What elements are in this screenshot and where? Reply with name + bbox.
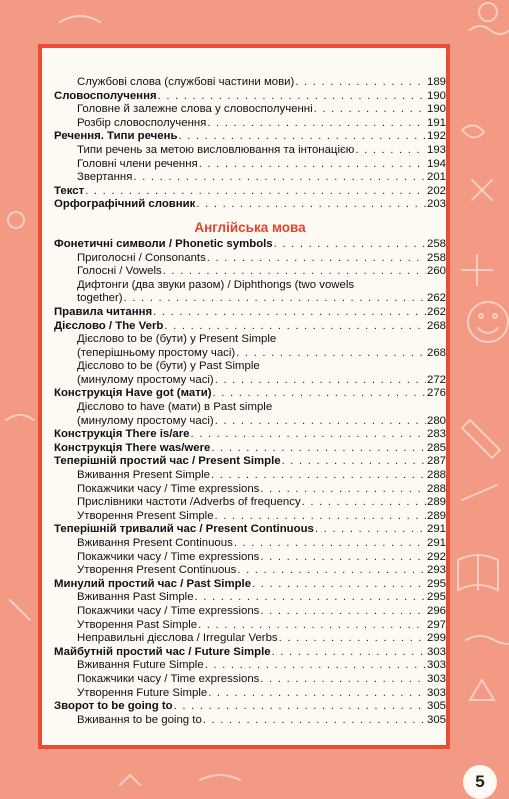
toc-entry-page: 288 <box>426 482 446 495</box>
dot-leader <box>207 252 426 266</box>
toc-entry <box>54 632 446 646</box>
toc-entry-page: 295 <box>426 577 446 590</box>
toc-entry-page: 268 <box>426 319 446 332</box>
toc-entry-page: 296 <box>426 604 446 617</box>
toc-entry-title: (минулому простому часі) <box>77 414 214 427</box>
dot-leader <box>215 510 426 524</box>
dot-leader <box>207 117 426 131</box>
toc-entry-page: 283 <box>426 428 446 441</box>
dot-leader <box>164 320 426 334</box>
toc-entry-page: 262 <box>426 292 446 305</box>
toc-entry-title: Теперішній тривалий час / Present Continuous <box>54 523 314 536</box>
toc-entry-title: Дифтонги (два звуки разом) / Diphthongs (two vowels <box>77 278 355 291</box>
dot-leader <box>133 171 426 185</box>
toc-entry-title: Головне й залежне слова у словосполученні <box>77 103 313 116</box>
toc-entry <box>54 700 446 714</box>
toc-entry <box>54 619 446 633</box>
toc-entry-page: 258 <box>426 251 446 264</box>
dot-leader <box>302 496 426 510</box>
dot-leader <box>252 578 426 592</box>
dot-leader <box>174 700 426 714</box>
dot-leader <box>163 265 426 279</box>
toc-entry-page: 191 <box>426 116 446 129</box>
toc-entry-title: Вживання to be going to <box>77 713 202 726</box>
toc-entry <box>54 320 446 334</box>
toc-entry <box>54 238 446 252</box>
toc-entry <box>54 551 446 565</box>
toc-entry-page: 291 <box>426 523 446 536</box>
toc-entry-title: Типи речень за метою висловлювання та інтонацією <box>77 143 355 156</box>
toc-entry-page: 305 <box>426 713 446 726</box>
toc-entry-page: 295 <box>426 591 446 604</box>
toc-entry-title: Орфографічний словник <box>54 198 196 211</box>
toc-entry-page: 293 <box>426 564 446 577</box>
toc-entry <box>54 442 446 456</box>
toc-entry-page: 202 <box>426 184 446 197</box>
toc-entry-title: Конструкція There was/were <box>54 441 211 454</box>
toc-entry <box>54 279 446 293</box>
toc-entry-page: 276 <box>426 387 446 400</box>
toc-entry <box>54 673 446 687</box>
dot-leader <box>198 619 426 633</box>
toc-entry-page: 262 <box>426 305 446 318</box>
toc-entry-title: Правила читання <box>54 305 153 318</box>
toc-entry <box>54 537 446 551</box>
section-title-english: Англійська мова <box>194 219 306 235</box>
toc-entry-title: Головні члени речення <box>77 157 198 170</box>
toc-entry <box>54 401 446 415</box>
toc-entry <box>54 591 446 605</box>
toc-entry <box>54 90 446 104</box>
toc-entry <box>54 428 446 442</box>
dot-leader <box>199 158 426 172</box>
toc-entry-title: Голосні / Vowels <box>77 265 162 278</box>
toc-entry-title: Утворення Present Simple <box>77 509 214 522</box>
toc-entry-title: Прислівники частоти /Adverbs of frequency <box>77 496 301 509</box>
toc-entry-title: Приголосні / Consonants <box>77 251 206 264</box>
toc-entry <box>54 687 446 701</box>
toc-entry <box>54 659 446 673</box>
toc-entry <box>54 144 446 158</box>
toc-entry-page: 268 <box>426 346 446 359</box>
dot-leader <box>158 90 426 104</box>
toc-entry <box>54 333 446 347</box>
dot-leader <box>260 605 426 619</box>
dot-leader <box>314 103 426 117</box>
dot-leader <box>196 198 426 212</box>
dot-leader <box>153 306 426 320</box>
toc-entry <box>54 76 446 90</box>
toc-entry <box>54 387 446 401</box>
toc-entry-title: Розбір словосполучення <box>77 116 207 129</box>
toc-entry-page: 287 <box>426 455 446 468</box>
dot-leader <box>355 144 426 158</box>
dot-leader <box>237 564 426 578</box>
toc-entry-title: Вживання Present Continuous <box>77 537 233 549</box>
toc-entry-page: 303 <box>426 686 446 699</box>
toc-entry <box>54 158 446 172</box>
dot-leader <box>190 428 426 442</box>
toc-entry-page: 190 <box>426 89 446 102</box>
toc-entry-page: 203 <box>426 198 446 211</box>
toc-entry <box>54 415 446 429</box>
toc-entry-page: 192 <box>426 130 446 143</box>
toc-entry-title: Службові слова (службові частини мови) <box>77 76 295 88</box>
toc-entry <box>54 130 446 144</box>
toc-entry-page: 201 <box>426 171 446 184</box>
toc-entry-page: 272 <box>426 373 446 386</box>
toc-entry <box>54 347 446 361</box>
toc-entry-page: 297 <box>426 618 446 631</box>
toc-entry-page: 305 <box>426 700 446 713</box>
toc-entry-page: 193 <box>426 143 446 156</box>
toc-entry-page: 289 <box>426 496 446 509</box>
toc-entry-title: Теперішній простий час / Present Simple <box>54 455 281 468</box>
dot-leader <box>279 632 426 646</box>
dot-leader <box>211 442 426 456</box>
dot-leader <box>178 130 426 144</box>
toc-entry <box>54 198 446 212</box>
toc-entry-title: Покажчики часу / Time expressions <box>77 482 260 495</box>
dot-leader <box>215 415 426 429</box>
dot-leader <box>260 551 426 565</box>
toc-entry-title: Конструкція There is/are <box>54 428 190 441</box>
toc-entry-title: Зворот to be going to <box>54 700 173 713</box>
toc-entry-page: 292 <box>426 550 446 563</box>
toc-entry <box>54 469 446 483</box>
toc-entry-title: Дієслово to be (бути) у Present Simple <box>77 333 277 346</box>
dot-leader <box>208 687 426 701</box>
dot-leader <box>295 76 426 90</box>
dot-leader <box>85 185 426 199</box>
toc-entry-title: Покажчики часу / Time expressions <box>77 604 260 617</box>
dot-leader <box>195 591 426 605</box>
toc-entry-title: Словосполучення <box>54 89 157 102</box>
toc-entry <box>54 646 446 660</box>
toc-entry-title: Утворення Present Continuous <box>77 564 237 577</box>
toc-entry-title: Покажчики часу / Time expressions <box>77 550 260 563</box>
dot-leader <box>234 537 426 551</box>
toc-entry-title: Звертання <box>77 171 133 184</box>
toc-entry <box>54 483 446 497</box>
toc-entry <box>54 185 446 199</box>
toc-entry <box>54 455 446 469</box>
toc-entry <box>54 306 446 320</box>
toc-entry-title: Фонетичні символи / Phonetic symbols <box>54 237 273 250</box>
toc-entry-page: 289 <box>426 509 446 522</box>
toc-entry-page: 190 <box>426 103 446 116</box>
toc-entry <box>54 564 446 578</box>
toc-entry <box>54 714 446 728</box>
toc-entry-title: Утворення Past Simple <box>77 618 198 631</box>
toc-entry-page: 189 <box>426 76 446 88</box>
toc-entry <box>54 360 446 374</box>
toc-entry-page: 303 <box>426 659 446 672</box>
toc-entry <box>54 510 446 524</box>
table-of-contents-panel <box>38 44 450 749</box>
toc-entry-page: 194 <box>426 157 446 170</box>
toc-entry <box>54 171 446 185</box>
toc-entry <box>54 103 446 117</box>
toc-entry <box>54 265 446 279</box>
toc-entry-page: 285 <box>426 441 446 454</box>
toc-entry-title: Покажчики часу / Time expressions <box>77 672 260 685</box>
toc-entry-title: (минулому простому часі) <box>77 373 214 386</box>
toc-entry <box>54 523 446 537</box>
dot-leader <box>213 387 426 401</box>
toc-entry <box>54 292 446 306</box>
toc-entry-page: 260 <box>426 265 446 278</box>
toc-entry-title: Дієслово to have (мати) в Past simple <box>77 401 273 414</box>
table-of-contents <box>54 76 446 727</box>
dot-leader <box>315 523 426 537</box>
toc-entry-page: 288 <box>426 469 446 482</box>
toc-entry-title: Вживання Past Simple <box>77 591 194 604</box>
toc-entry <box>54 117 446 131</box>
toc-entry-title: together) <box>77 292 123 305</box>
dot-leader <box>205 659 426 673</box>
toc-ukrainian-section <box>54 76 446 212</box>
toc-entry-title: Неправильні дієслова / Irregular Verbs <box>77 632 278 645</box>
toc-entry-title: (теперішньому простому часі) <box>77 346 236 359</box>
toc-entry-title: Дієслово to be (бути) у Past Simple <box>77 360 260 373</box>
dot-leader <box>203 714 426 728</box>
dot-leader <box>215 374 426 388</box>
dot-leader <box>272 646 426 660</box>
dot-leader <box>260 483 426 497</box>
toc-entry-title: Речення. Типи речень <box>54 130 178 143</box>
toc-entry-title: Минулий простий час / Past Simple <box>54 577 252 590</box>
toc-entry-title: Вживання Present Simple <box>77 469 210 482</box>
dot-leader <box>282 455 426 469</box>
dot-leader <box>260 673 426 687</box>
toc-entry-title: Конструкція Have got (мати) <box>54 387 212 400</box>
toc-entry-page: 299 <box>426 632 446 645</box>
dot-leader <box>211 469 426 483</box>
dot-leader <box>274 238 426 252</box>
toc-entry <box>54 252 446 266</box>
toc-entry-page: 303 <box>426 672 446 685</box>
toc-entry <box>54 374 446 388</box>
toc-entry-title: Утворення Future Simple <box>77 686 208 699</box>
toc-entry <box>54 578 446 592</box>
toc-entry-title: Майбутній простий час / Future Simple <box>54 645 271 658</box>
toc-entry-page: 280 <box>426 414 446 427</box>
toc-entry <box>54 496 446 510</box>
toc-entry-title: Текст <box>54 184 85 197</box>
toc-entry-page: 303 <box>426 645 446 658</box>
dot-leader <box>236 347 426 361</box>
toc-entry-page: 258 <box>426 237 446 250</box>
page-number: 5 <box>463 765 497 799</box>
toc-english-section <box>54 238 446 727</box>
dot-leader <box>124 292 426 306</box>
toc-entry-title: Дієслово / The Verb <box>54 319 164 332</box>
toc-entry <box>54 605 446 619</box>
toc-entry-title: Вживання Future Simple <box>77 659 204 672</box>
toc-entry-page: 291 <box>426 537 446 549</box>
